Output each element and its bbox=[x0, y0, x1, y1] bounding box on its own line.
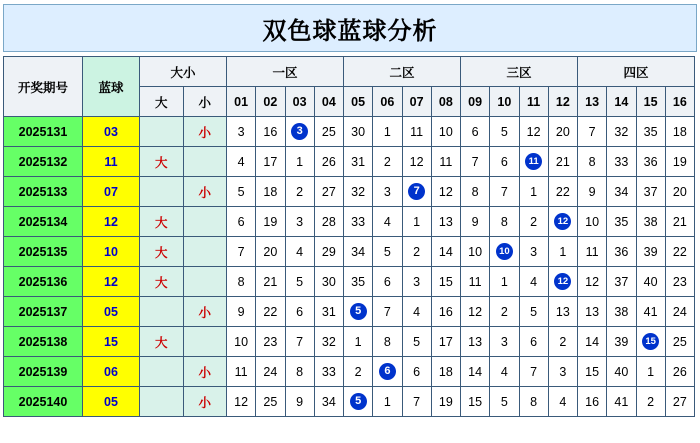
cell-number: 29 bbox=[314, 237, 343, 267]
highlight-ball: 10 bbox=[496, 243, 513, 260]
cell-issue: 2025131 bbox=[4, 117, 83, 147]
highlight-ball: 3 bbox=[291, 123, 308, 140]
cell-blue-ball: 06 bbox=[83, 357, 140, 387]
cell-number: 34 bbox=[314, 387, 343, 417]
table-row bbox=[4, 237, 695, 267]
cell-number: 12 bbox=[402, 147, 431, 177]
cell-number: 5 bbox=[285, 267, 314, 297]
cell-number: 10 bbox=[431, 117, 460, 147]
cell-number: 21 bbox=[665, 207, 694, 237]
cell-size-big: 大 bbox=[140, 147, 184, 177]
cell-number: 24 bbox=[665, 297, 694, 327]
cell-number: 27 bbox=[314, 177, 343, 207]
table-row bbox=[4, 297, 695, 327]
cell-number: 18 bbox=[431, 357, 460, 387]
cell-number: 17 bbox=[256, 147, 285, 177]
cell-number bbox=[519, 147, 548, 177]
cell-number: 18 bbox=[256, 177, 285, 207]
highlight-ball: 7 bbox=[408, 183, 425, 200]
header-zone-4: 四区 bbox=[578, 57, 695, 87]
cell-number: 31 bbox=[314, 297, 343, 327]
page-title: 双色球蓝球分析 bbox=[262, 17, 438, 45]
cell-number: 8 bbox=[285, 357, 314, 387]
cell-number: 1 bbox=[344, 327, 373, 357]
cell-number: 31 bbox=[344, 147, 373, 177]
cell-number: 19 bbox=[431, 387, 460, 417]
cell-number: 8 bbox=[461, 177, 490, 207]
cell-number: 5 bbox=[490, 117, 519, 147]
cell-size-small bbox=[183, 327, 227, 357]
cell-number: 41 bbox=[607, 387, 636, 417]
cell-number: 1 bbox=[373, 387, 402, 417]
table-row bbox=[4, 327, 695, 357]
cell-size-small bbox=[183, 237, 227, 267]
header-num-16: 16 bbox=[665, 87, 694, 117]
cell-number: 5 bbox=[373, 237, 402, 267]
cell-number: 6 bbox=[227, 207, 256, 237]
cell-number: 12 bbox=[227, 387, 256, 417]
cell-number: 2 bbox=[548, 327, 577, 357]
cell-issue: 2025138 bbox=[4, 327, 83, 357]
cell-number: 7 bbox=[285, 327, 314, 357]
header-num-08: 08 bbox=[431, 87, 460, 117]
cell-number bbox=[490, 237, 519, 267]
cell-number bbox=[373, 357, 402, 387]
header-num-05: 05 bbox=[344, 87, 373, 117]
highlight-ball: 11 bbox=[525, 153, 542, 170]
cell-number: 32 bbox=[344, 177, 373, 207]
cell-number: 3 bbox=[402, 267, 431, 297]
cell-number bbox=[285, 117, 314, 147]
header-num-02: 02 bbox=[256, 87, 285, 117]
cell-number: 2 bbox=[373, 147, 402, 177]
cell-number: 3 bbox=[373, 177, 402, 207]
highlight-ball: 5 bbox=[350, 303, 367, 320]
cell-size-small bbox=[183, 267, 227, 297]
cell-number: 7 bbox=[490, 177, 519, 207]
header-num-12: 12 bbox=[548, 87, 577, 117]
cell-issue: 2025137 bbox=[4, 297, 83, 327]
table-body bbox=[4, 117, 695, 417]
cell-number: 22 bbox=[665, 237, 694, 267]
table-row bbox=[4, 207, 695, 237]
cell-number: 23 bbox=[665, 267, 694, 297]
cell-number: 14 bbox=[431, 237, 460, 267]
table-row bbox=[4, 387, 695, 417]
cell-number: 12 bbox=[461, 297, 490, 327]
cell-number: 7 bbox=[373, 297, 402, 327]
cell-number: 10 bbox=[578, 207, 607, 237]
cell-number: 9 bbox=[285, 387, 314, 417]
cell-number: 2 bbox=[519, 207, 548, 237]
cell-number: 33 bbox=[607, 147, 636, 177]
cell-number: 4 bbox=[285, 237, 314, 267]
cell-number: 19 bbox=[665, 147, 694, 177]
cell-number: 36 bbox=[607, 237, 636, 267]
cell-number: 6 bbox=[519, 327, 548, 357]
cell-number: 26 bbox=[314, 147, 343, 177]
cell-issue: 2025136 bbox=[4, 267, 83, 297]
table-header bbox=[4, 57, 695, 117]
cell-number: 12 bbox=[431, 177, 460, 207]
header-num-13: 13 bbox=[578, 87, 607, 117]
cell-number: 11 bbox=[402, 117, 431, 147]
cell-number: 9 bbox=[578, 177, 607, 207]
cell-number: 36 bbox=[636, 147, 665, 177]
cell-number: 11 bbox=[431, 147, 460, 177]
cell-number: 9 bbox=[461, 207, 490, 237]
header-num-11: 11 bbox=[519, 87, 548, 117]
cell-blue-ball: 12 bbox=[83, 207, 140, 237]
cell-number: 24 bbox=[256, 357, 285, 387]
cell-number: 16 bbox=[256, 117, 285, 147]
cell-number: 6 bbox=[461, 117, 490, 147]
cell-number: 22 bbox=[548, 177, 577, 207]
cell-number: 1 bbox=[490, 267, 519, 297]
cell-size-big bbox=[140, 177, 184, 207]
header-zone-2: 二区 bbox=[344, 57, 461, 87]
cell-number: 32 bbox=[314, 327, 343, 357]
cell-number: 1 bbox=[285, 147, 314, 177]
cell-issue: 2025140 bbox=[4, 387, 83, 417]
header-num-14: 14 bbox=[607, 87, 636, 117]
cell-number: 33 bbox=[314, 357, 343, 387]
header-num-09: 09 bbox=[461, 87, 490, 117]
cell-number: 4 bbox=[373, 207, 402, 237]
cell-number: 3 bbox=[548, 357, 577, 387]
cell-number: 6 bbox=[490, 147, 519, 177]
cell-size-big: 大 bbox=[140, 327, 184, 357]
cell-number: 7 bbox=[519, 357, 548, 387]
cell-number: 20 bbox=[256, 237, 285, 267]
header-num-15: 15 bbox=[636, 87, 665, 117]
cell-size-big bbox=[140, 387, 184, 417]
cell-size-small: 小 bbox=[183, 387, 227, 417]
cell-number: 11 bbox=[578, 237, 607, 267]
cell-number: 7 bbox=[227, 237, 256, 267]
cell-number: 37 bbox=[636, 177, 665, 207]
cell-number: 17 bbox=[431, 327, 460, 357]
cell-number: 14 bbox=[578, 327, 607, 357]
cell-number: 32 bbox=[607, 117, 636, 147]
cell-number: 30 bbox=[344, 117, 373, 147]
cell-number: 10 bbox=[461, 237, 490, 267]
cell-number: 13 bbox=[578, 297, 607, 327]
cell-number bbox=[548, 267, 577, 297]
cell-number: 6 bbox=[402, 357, 431, 387]
header-num-07: 07 bbox=[402, 87, 431, 117]
highlight-ball: 12 bbox=[554, 273, 571, 290]
cell-number: 35 bbox=[344, 267, 373, 297]
cell-number: 38 bbox=[636, 207, 665, 237]
cell-issue: 2025133 bbox=[4, 177, 83, 207]
cell-blue-ball: 15 bbox=[83, 327, 140, 357]
cell-size-big bbox=[140, 357, 184, 387]
cell-size-small: 小 bbox=[183, 357, 227, 387]
cell-blue-ball: 05 bbox=[83, 297, 140, 327]
cell-number: 37 bbox=[607, 267, 636, 297]
cell-number: 21 bbox=[256, 267, 285, 297]
cell-number: 2 bbox=[285, 177, 314, 207]
cell-number: 10 bbox=[227, 327, 256, 357]
header-zone-1: 一区 bbox=[227, 57, 344, 87]
cell-number: 11 bbox=[227, 357, 256, 387]
cell-size-big: 大 bbox=[140, 237, 184, 267]
cell-number: 33 bbox=[344, 207, 373, 237]
cell-number: 2 bbox=[344, 357, 373, 387]
highlight-ball: 12 bbox=[554, 213, 571, 230]
cell-issue: 2025132 bbox=[4, 147, 83, 177]
cell-number: 20 bbox=[665, 177, 694, 207]
cell-number: 7 bbox=[578, 117, 607, 147]
cell-number: 5 bbox=[490, 387, 519, 417]
cell-number: 4 bbox=[490, 357, 519, 387]
cell-number: 4 bbox=[402, 297, 431, 327]
cell-number: 1 bbox=[402, 207, 431, 237]
cell-size-small: 小 bbox=[183, 177, 227, 207]
table-row bbox=[4, 177, 695, 207]
table-row bbox=[4, 147, 695, 177]
cell-number: 1 bbox=[373, 117, 402, 147]
cell-number: 38 bbox=[607, 297, 636, 327]
cell-number: 3 bbox=[285, 207, 314, 237]
table-row bbox=[4, 117, 695, 147]
cell-size-small bbox=[183, 207, 227, 237]
cell-number: 2 bbox=[490, 297, 519, 327]
cell-number: 5 bbox=[227, 177, 256, 207]
cell-number: 26 bbox=[665, 357, 694, 387]
header-size-big: 大 bbox=[140, 87, 184, 117]
header-issue: 开奖期号 bbox=[4, 57, 83, 117]
cell-number: 25 bbox=[256, 387, 285, 417]
cell-blue-ball: 10 bbox=[83, 237, 140, 267]
cell-number: 35 bbox=[607, 207, 636, 237]
cell-number: 16 bbox=[578, 387, 607, 417]
header-size-group: 大小 bbox=[140, 57, 227, 87]
header-blue-ball: 蓝球 bbox=[83, 57, 140, 117]
table-row bbox=[4, 357, 695, 387]
cell-number bbox=[636, 327, 665, 357]
header-num-06: 06 bbox=[373, 87, 402, 117]
highlight-ball: 15 bbox=[642, 333, 659, 350]
cell-number: 41 bbox=[636, 297, 665, 327]
cell-number bbox=[402, 177, 431, 207]
cell-number: 14 bbox=[461, 357, 490, 387]
cell-number: 40 bbox=[607, 357, 636, 387]
cell-number: 8 bbox=[373, 327, 402, 357]
cell-size-big bbox=[140, 117, 184, 147]
header-row-top bbox=[4, 57, 695, 87]
cell-number: 8 bbox=[519, 387, 548, 417]
cell-number: 18 bbox=[665, 117, 694, 147]
cell-number: 3 bbox=[519, 237, 548, 267]
cell-number: 35 bbox=[636, 117, 665, 147]
cell-number: 13 bbox=[431, 207, 460, 237]
cell-number: 12 bbox=[578, 267, 607, 297]
blue-ball-analysis-table bbox=[3, 56, 695, 417]
cell-number: 7 bbox=[402, 387, 431, 417]
cell-number: 25 bbox=[665, 327, 694, 357]
header-size-small: 小 bbox=[183, 87, 227, 117]
page-title-bar bbox=[3, 4, 697, 52]
cell-number: 11 bbox=[461, 267, 490, 297]
cell-issue: 2025134 bbox=[4, 207, 83, 237]
cell-number: 28 bbox=[314, 207, 343, 237]
cell-issue: 2025139 bbox=[4, 357, 83, 387]
cell-number bbox=[344, 387, 373, 417]
cell-number: 2 bbox=[402, 237, 431, 267]
cell-number: 12 bbox=[519, 117, 548, 147]
cell-number: 7 bbox=[461, 147, 490, 177]
cell-number: 15 bbox=[431, 267, 460, 297]
cell-number: 16 bbox=[431, 297, 460, 327]
cell-number: 2 bbox=[636, 387, 665, 417]
highlight-ball: 6 bbox=[379, 363, 396, 380]
cell-number: 34 bbox=[607, 177, 636, 207]
cell-number: 9 bbox=[227, 297, 256, 327]
header-num-10: 10 bbox=[490, 87, 519, 117]
cell-number: 20 bbox=[548, 117, 577, 147]
cell-number: 22 bbox=[256, 297, 285, 327]
cell-size-small bbox=[183, 147, 227, 177]
cell-number: 15 bbox=[461, 387, 490, 417]
cell-number: 39 bbox=[636, 237, 665, 267]
cell-size-big: 大 bbox=[140, 267, 184, 297]
cell-number bbox=[344, 297, 373, 327]
cell-number: 8 bbox=[227, 267, 256, 297]
cell-issue: 2025135 bbox=[4, 237, 83, 267]
cell-number bbox=[548, 207, 577, 237]
cell-number: 40 bbox=[636, 267, 665, 297]
cell-number: 27 bbox=[665, 387, 694, 417]
cell-number: 1 bbox=[519, 177, 548, 207]
header-num-03: 03 bbox=[285, 87, 314, 117]
cell-number: 3 bbox=[490, 327, 519, 357]
cell-number: 4 bbox=[519, 267, 548, 297]
cell-number: 13 bbox=[548, 297, 577, 327]
header-num-04: 04 bbox=[314, 87, 343, 117]
cell-number: 5 bbox=[519, 297, 548, 327]
cell-blue-ball: 12 bbox=[83, 267, 140, 297]
cell-number: 23 bbox=[256, 327, 285, 357]
cell-size-big: 大 bbox=[140, 207, 184, 237]
cell-number: 30 bbox=[314, 267, 343, 297]
cell-number: 13 bbox=[461, 327, 490, 357]
cell-number: 8 bbox=[490, 207, 519, 237]
cell-blue-ball: 03 bbox=[83, 117, 140, 147]
cell-number: 1 bbox=[636, 357, 665, 387]
cell-number: 15 bbox=[578, 357, 607, 387]
cell-number: 39 bbox=[607, 327, 636, 357]
cell-number: 6 bbox=[285, 297, 314, 327]
highlight-ball: 5 bbox=[350, 393, 367, 410]
cell-blue-ball: 07 bbox=[83, 177, 140, 207]
header-num-01: 01 bbox=[227, 87, 256, 117]
cell-number: 21 bbox=[548, 147, 577, 177]
cell-size-small: 小 bbox=[183, 117, 227, 147]
cell-size-big bbox=[140, 297, 184, 327]
cell-number: 1 bbox=[548, 237, 577, 267]
header-zone-3: 三区 bbox=[461, 57, 578, 87]
cell-number: 6 bbox=[373, 267, 402, 297]
cell-blue-ball: 11 bbox=[83, 147, 140, 177]
table-row bbox=[4, 267, 695, 297]
cell-number: 19 bbox=[256, 207, 285, 237]
cell-number: 8 bbox=[578, 147, 607, 177]
cell-number: 25 bbox=[314, 117, 343, 147]
cell-number: 4 bbox=[227, 147, 256, 177]
cell-size-small: 小 bbox=[183, 297, 227, 327]
cell-number: 4 bbox=[548, 387, 577, 417]
cell-number: 3 bbox=[227, 117, 256, 147]
cell-number: 34 bbox=[344, 237, 373, 267]
cell-blue-ball: 05 bbox=[83, 387, 140, 417]
cell-number: 5 bbox=[402, 327, 431, 357]
